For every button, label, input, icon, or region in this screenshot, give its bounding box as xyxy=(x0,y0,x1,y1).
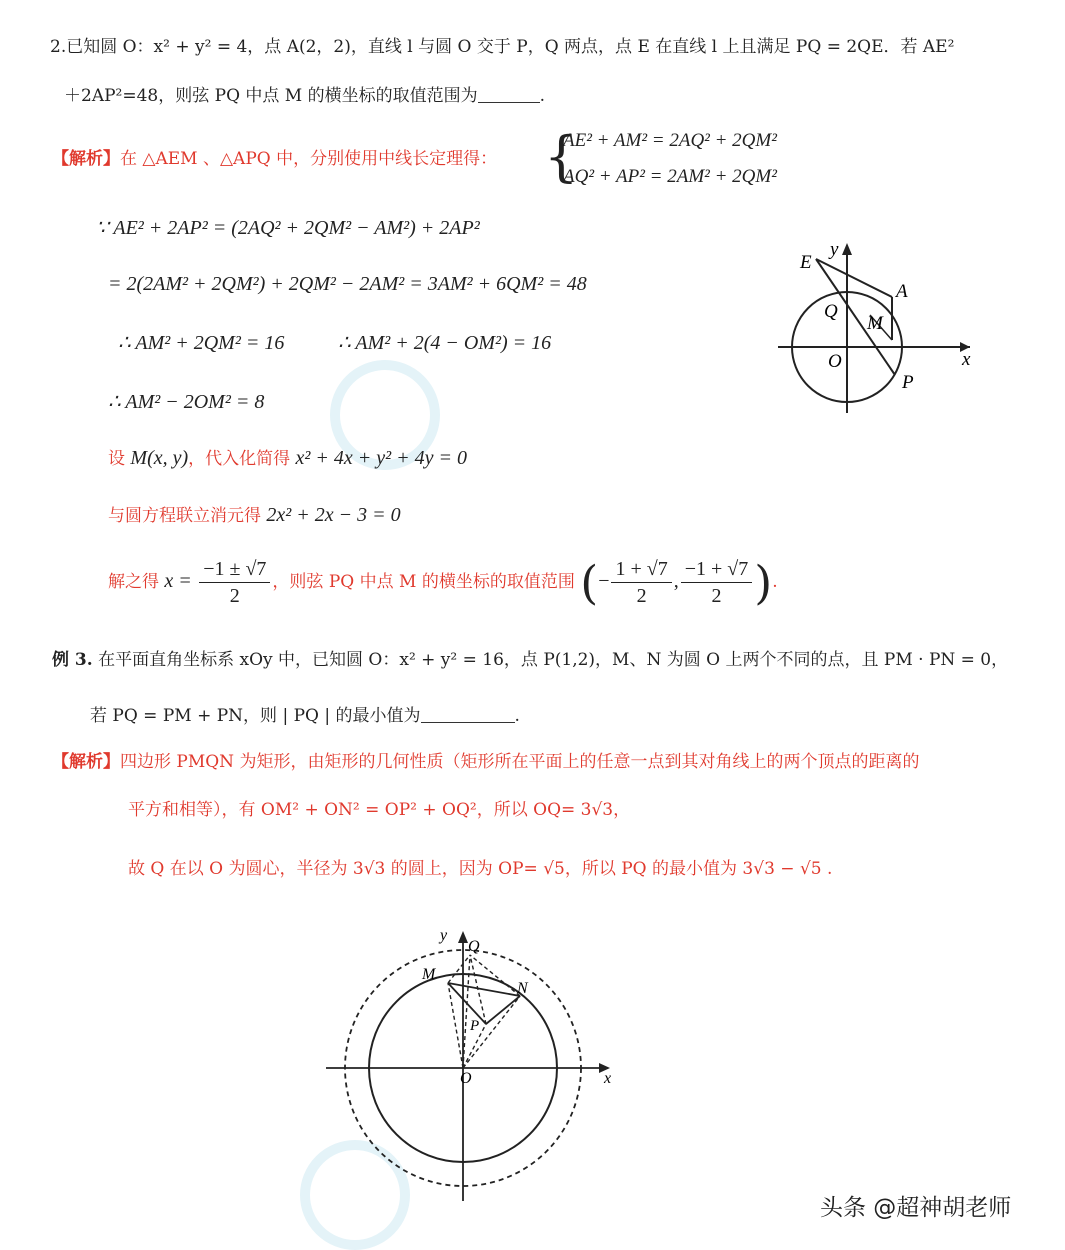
label-M: M xyxy=(867,313,883,334)
label-M: M xyxy=(422,966,436,983)
figure2-two-circles-diagram xyxy=(320,925,620,1205)
range-left: $\frac{1 + √7}{2}$ xyxy=(611,556,671,609)
label-P: P xyxy=(902,372,914,393)
system-eq1: AE² + AM² = 2AQ² + 2QM² xyxy=(563,130,777,151)
label-E: E xyxy=(800,252,812,273)
fraction-root: $\frac{-1 \pm √7}{2}$ xyxy=(199,556,270,609)
answer-blank[interactable] xyxy=(478,84,540,103)
label-Q: Q xyxy=(468,938,480,955)
label-O: O xyxy=(460,1070,472,1087)
example3-line2: 若 PQ = PM + PN，则 | PQ | 的最小值为 . xyxy=(90,706,520,726)
solution2-step4: ∴ AM² − 2OM² = 8 xyxy=(108,391,265,413)
solution3-line2: 平方和相等），有 OM² + ON² = OP² + OQ²，所以 OQ= 3√3， xyxy=(128,800,631,820)
label-O: O xyxy=(828,351,842,372)
problem2-line2: ＋2AP²=48，则弦 PQ 中点 M 的横坐标的取值范围为 . xyxy=(64,86,546,106)
answer-blank[interactable] xyxy=(421,704,515,723)
solution2-step5: 设 M(x, y)，代入化简得 x² + 4x + y² + 4y = 0 xyxy=(108,447,468,469)
solution2-step1: ∵ AE² + 2AP² = (2AQ² + 2QM² − AM²) + 2AP² xyxy=(96,217,480,239)
solution2-step6: 与圆方程联立消元得 2x² + 2x − 3 = 0 xyxy=(108,504,401,526)
label-y: y xyxy=(440,927,448,944)
example3-line1: 例 3. 在平面直角坐标系 xOy 中，已知圆 O：x² + y² = 16，点 P(1,2)，M、N 为圆 O 上两个不同的点，且 PM · PN = 0， xyxy=(52,650,1009,670)
label-N: N xyxy=(517,980,528,997)
solution2-step7: 解之得 x = $\frac{-1 \pm √7}{2}$ ，则弦 PQ 中点 M 的横坐标的取值范围 (− $\frac{1 + √7}{2}$ , $\frac{-1 + √7}{2}$ ). xyxy=(108,555,778,610)
label-x: x xyxy=(962,349,971,370)
solution2-step3b: ∴ AM² + 2(4 − OM²) = 16 xyxy=(338,332,552,354)
system-eq2: AQ² + AP² = 2AM² + 2QM² xyxy=(563,166,777,187)
range-right: $\frac{-1 + √7}{2}$ xyxy=(681,556,753,609)
footer-credit: 头条 @超神胡老师 xyxy=(820,1195,1012,1221)
solution3-line3: 故 Q 在以 O 为圆心，半径为 3√3 的圆上，因为 OP= √5，所以 PQ 的最小值为 3√3 − √5 . xyxy=(128,859,833,879)
solution2-intro: 【解析】在 △AEM 、△APQ 中，分别使用中线长定理得： xyxy=(52,149,498,169)
problem2-line1: 2.已知圆 O：x² + y² = 4，点 A(2，2)，直线 l 与圆 O 交于 P，Q 两点，点 E 在直线 l 上且满足 PQ = 2QE．若 AE² xyxy=(50,37,955,57)
solution3-line1: 【解析】四边形 PMQN 为矩形，由矩形的几何性质（矩形所在平面上的任意一点到其对角线上的两个顶点的距离的 xyxy=(52,752,920,772)
system-brace: { xyxy=(544,125,579,188)
label-Q: Q xyxy=(824,301,838,322)
solution2-step2: = 2(2AM² + 2QM²) + 2QM² − 2AM² = 3AM² + 6QM² = 48 xyxy=(108,273,587,295)
label-x: x xyxy=(604,1070,612,1087)
figure1-circle-diagram xyxy=(770,235,980,420)
label-A: A xyxy=(896,281,908,302)
label-P: P xyxy=(470,1018,480,1034)
right-paren: ) xyxy=(754,555,773,610)
solution2-step3a: ∴ AM² + 2QM² = 16 xyxy=(118,332,285,354)
label-y: y xyxy=(830,239,839,260)
left-paren: ( xyxy=(580,555,599,610)
